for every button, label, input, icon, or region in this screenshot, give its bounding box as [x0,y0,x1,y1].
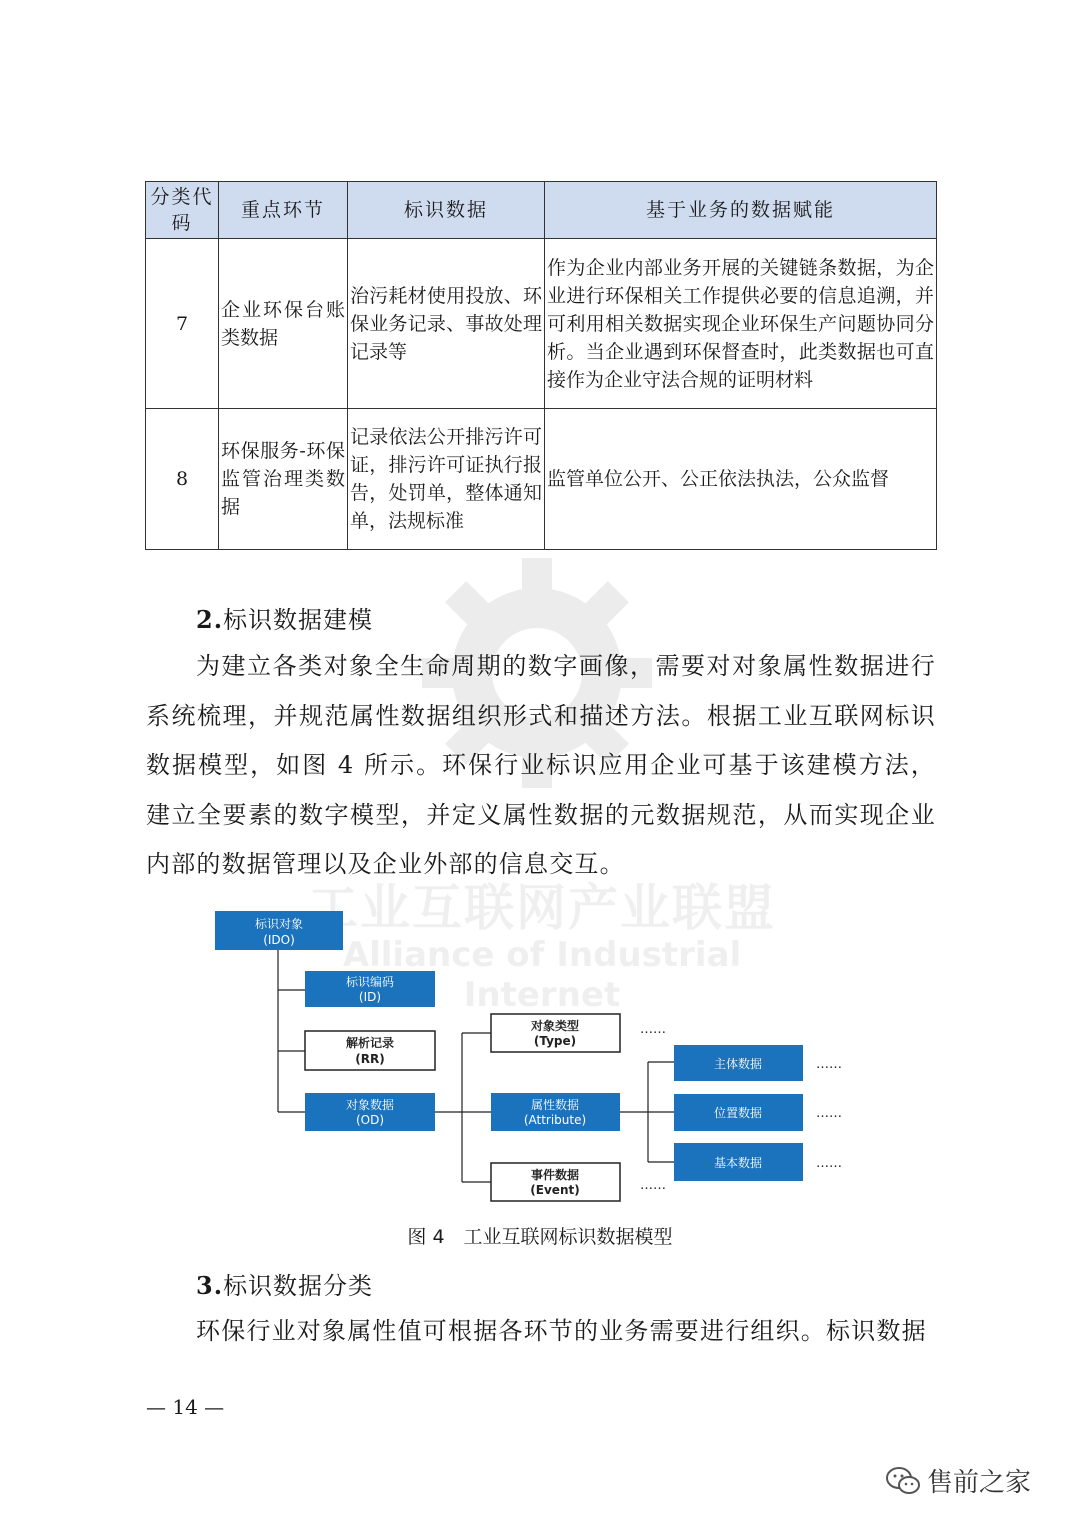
section-2-heading [196,600,373,635]
section-3-title: 标识数据分类 [223,1272,374,1300]
table-row [146,239,937,409]
node-attribute-sub: (Attribute) [523,1113,587,1127]
wechat-icon [885,1466,921,1496]
cell-code: 7 [146,239,219,409]
cell-id-data: 治污耗材使用投放、环保业务记录、事故处理记录等 [348,239,545,409]
node-id [305,971,435,1007]
section-2-title: 标识数据建模 [223,606,374,634]
node-type-sub: (Type) [533,1034,577,1048]
node-id-label: 标识编码 [345,975,395,989]
cell-code: 8 [146,409,219,550]
node-event-label: 事件数据 [530,1168,580,1182]
node-od-sub: (OD) [355,1113,385,1127]
header-code: 分类代码 [146,182,219,239]
ellipsis-basic: …… [816,1156,842,1171]
node-event [491,1163,620,1201]
ellipsis-event: …… [640,1178,666,1193]
figure-caption: 图 4 工业互联网标识数据模型 [407,1226,673,1248]
node-subject-data-label: 主体数据 [713,1057,763,1071]
header-id-data: 标识数据 [348,182,545,239]
section-3-paragraph: 环保行业对象属性值可根据各环节的业务需要进行组织。标识数据 [196,1317,927,1345]
wechat-brand [885,1462,1031,1499]
cell-empower: 监管单位公开、公正依法执法，公众监督 [545,409,937,550]
node-event-sub: (Event) [530,1183,580,1197]
brand-name: 售前之家 [927,1468,1032,1498]
node-ido-sub: (IDO) [263,933,295,947]
ellipsis-location: …… [816,1106,842,1121]
node-od-label: 对象数据 [345,1098,395,1112]
node-rr-sub: (RR) [355,1052,385,1066]
cell-segment: 环保服务-环保监管治理类数据 [219,409,348,550]
data-empowerment-table [145,181,937,550]
section-2-number: 2. [196,605,224,634]
page-number: — 14 — [146,1395,225,1419]
node-location-data [674,1094,803,1131]
header-segment: 重点环节 [219,182,348,239]
node-id-sub: (ID) [358,990,382,1004]
node-rr [305,1031,435,1070]
cell-id-data: 记录依法公开排污许可证，排污许可证执行报告，处罚单，整体通知单，法规标准 [348,409,545,550]
node-basic-data [674,1143,803,1181]
node-type [491,1014,620,1052]
node-attribute-label: 属性数据 [530,1098,580,1112]
node-location-data-label: 位置数据 [713,1106,763,1120]
table-header-row [146,182,937,239]
table-row [146,409,937,550]
watermark-english: Alliance of Industrial Internet [342,935,742,1015]
ellipsis-type: …… [640,1022,666,1037]
identifier-data-model-diagram [210,905,870,1205]
node-attribute [491,1093,620,1131]
section-3-number: 3. [196,1271,224,1300]
section-3-heading [196,1266,373,1301]
node-od [305,1093,435,1131]
watermark-chinese: 工业互联网产业联盟 [308,879,776,937]
node-ido-label: 标识对象 [254,917,304,931]
node-basic-data-label: 基本数据 [713,1156,763,1170]
cell-empower: 作为企业内部业务开展的关键链条数据，为企业进行环保相关工作提供必要的信息追溯，并可利用相关数据实现企业环保生产问题协同分析。当企业遇到环保督查时，此类数据也可直接作为企业守法合规的证明材料 [545,239,937,409]
cell-segment: 企业环保台账类数据 [219,239,348,409]
node-ido [215,911,343,950]
node-rr-label: 解析记录 [345,1036,395,1050]
header-empower: 基于业务的数据赋能 [545,182,937,239]
section-2-paragraph: 为建立各类对象全生命周期的数字画像，需要对对象属性数据进行系统梳理，并规范属性数据组织形式和描述方法。根据工业互联网标识数据模型，如图 4 所示。环保行业标识应用企业可基于该建模方法，建立全要素的数字模型，并定义属性数据的元数据规范，从而实现企业内部的数据管理以及企业外部的信息交互。 [146,652,936,878]
node-subject-data [674,1045,803,1081]
node-type-label: 对象类型 [530,1019,580,1033]
ellipsis-subject: …… [816,1057,842,1072]
